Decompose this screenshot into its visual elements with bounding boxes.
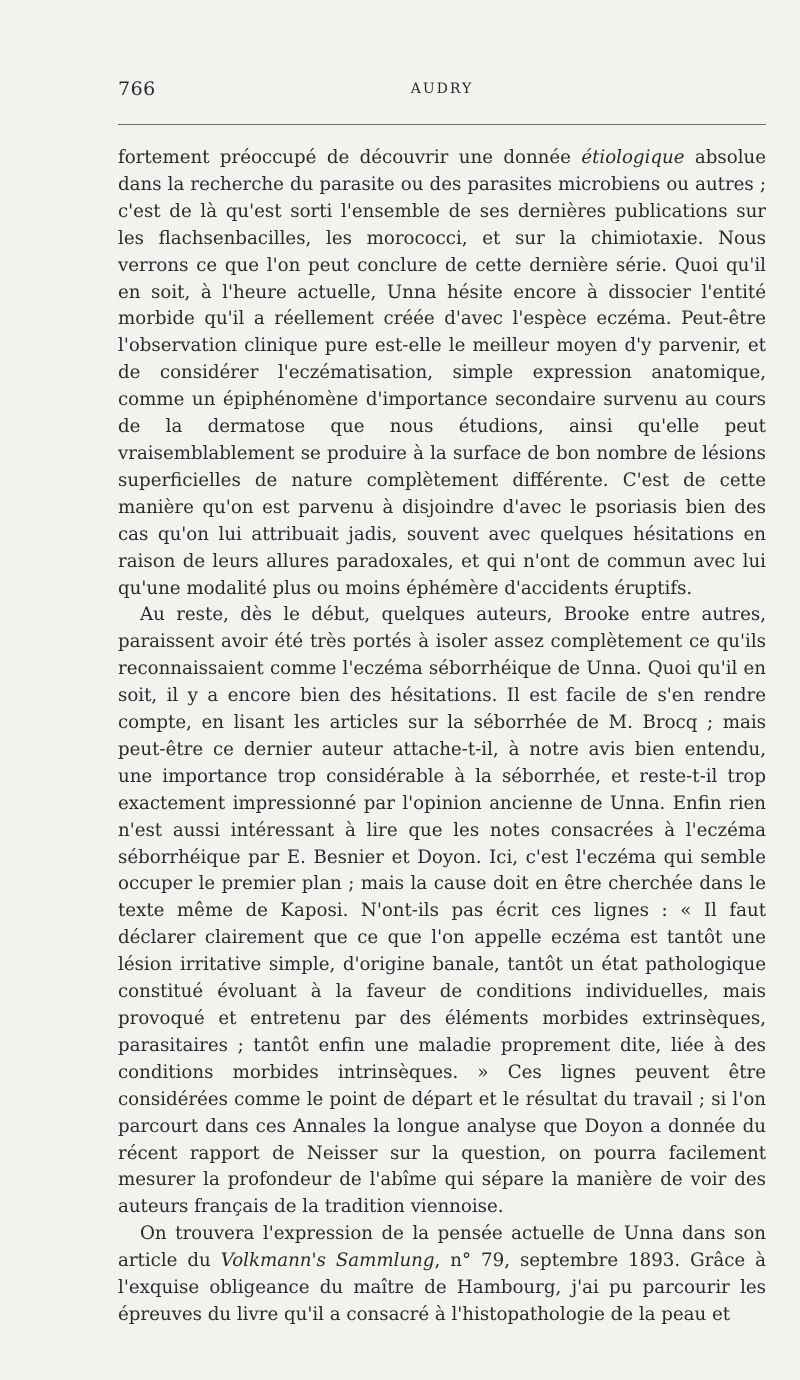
page-header [118,78,766,114]
body-text [118,145,766,1329]
paragraph-3-italic: Volkmann's Sammlung [220,1250,435,1272]
paragraph-1-text-a: fortement préoccupé de découvrir une donnée [118,147,582,168]
paragraph-1-italic: étiologique [581,147,685,168]
paragraph-2 [118,602,766,1221]
paragraph-2-text: Au reste, dès le début, quelques auteurs, Brooke entre autres, paraissent avoir été très portés à isoler assez complètement ce qu'ils reconnaissaient comme l'eczéma séborrhéique de Unna. Quoi qu'il en soit, il y a encore bien des hésitations. Il est facile de s'en rendre compte, en lisant les articles sur la séborrhée de M. Brocq ; mais peut-être ce dernier auteur attache-t-il, à notre avis bien entendu, une importance trop considérable à la séborrhée, et reste-t-il trop exactement impressionné par l'opinion ancienne de Unna. Enfin rien n'est aussi intéressant à lire que les notes consacrées à l'eczéma séborrhéique par E. Besnier et Doyon. Ici, c'est l'eczéma qui semble occuper le premier plan ; mais la cause doit en être cherchée dans le texte même de Kaposi. N'ont-ils pas écrit ces lignes : « Il faut déclarer clairement que ce que l'on appelle eczéma est tantôt une lésion irritative simple, d'origine banale, tantôt un état pathologique constitué évoluant à la faveur de conditions individuelles, mais provoqué et entretenu par des éléments morbides extrinsèques, parasitaires ; tantôt enfin une maladie proprement dite, liée à des conditions morbides intrinsèques. » Ces lignes peuvent être considérées comme le point de départ et le résultat du travail ; si l'on parcourt dans ces Annales la longue analyse que Doyon a donnée du récent rapport de Neisser sur la question, on pourra facilement mesurer la profondeur de l'abîme qui sépare la manière de voir des auteurs français de la tradition viennoise. [118,604,766,1218]
header-rule [118,124,766,125]
paragraph-1-text-b: absolue dans la recherche du parasite ou des parasites microbiens ou autres ; c'est de là qu'est sorti l'ensemble de ses dernières publications sur les flachsenbacilles, les morococci, et sur la chimiotaxie. Nous verrons ce que l'on peut conclure de cette dernière série. Quoi qu'il en soit, à l'heure actuelle, Unna hésite encore à dissocier l'entité morbide qu'il a réellement créée d'avec l'espèce eczéma. Peut-être l'observation clinique pure est-elle le meilleur moyen d'y parvenir, et de considérer l'eczématisation, simple expression anatomique, comme un épiphénomène d'importance secondaire survenu au cours de la dermatose que nous étudions, ainsi qu'elle peut vraisemblablement se produire à la surface de bon nombre de lésions superficielles de nature complètement différente. C'est de cette manière qu'on est parvenu à disjoindre d'avec le psoriasis bien des cas qu'on lui attribuait jadis, souvent avec quelques hésitations en raison de leurs allures paradoxales, et qui n'ont de commun avec lui qu'une modalité plus ou moins éphémère d'accidents éruptifs. [118,147,766,599]
paragraph-3-text-a: On trouvera l'expression de la pensée actuelle de Unna dans son article du [118,1223,766,1272]
paragraph-1 [118,145,766,602]
paragraph-3-text-b: , n° 79, septembre 1893. Grâce à l'exquise obligeance du maître de Hambourg, j'ai pu parcourir les épreuves du livre qu'il a consacré à l'histopathologie de la peau et [118,1250,766,1325]
paragraph-3 [118,1221,766,1329]
document-page [118,78,766,1329]
page-number: 766 [118,78,156,100]
running-head: AUDRY [410,81,474,97]
